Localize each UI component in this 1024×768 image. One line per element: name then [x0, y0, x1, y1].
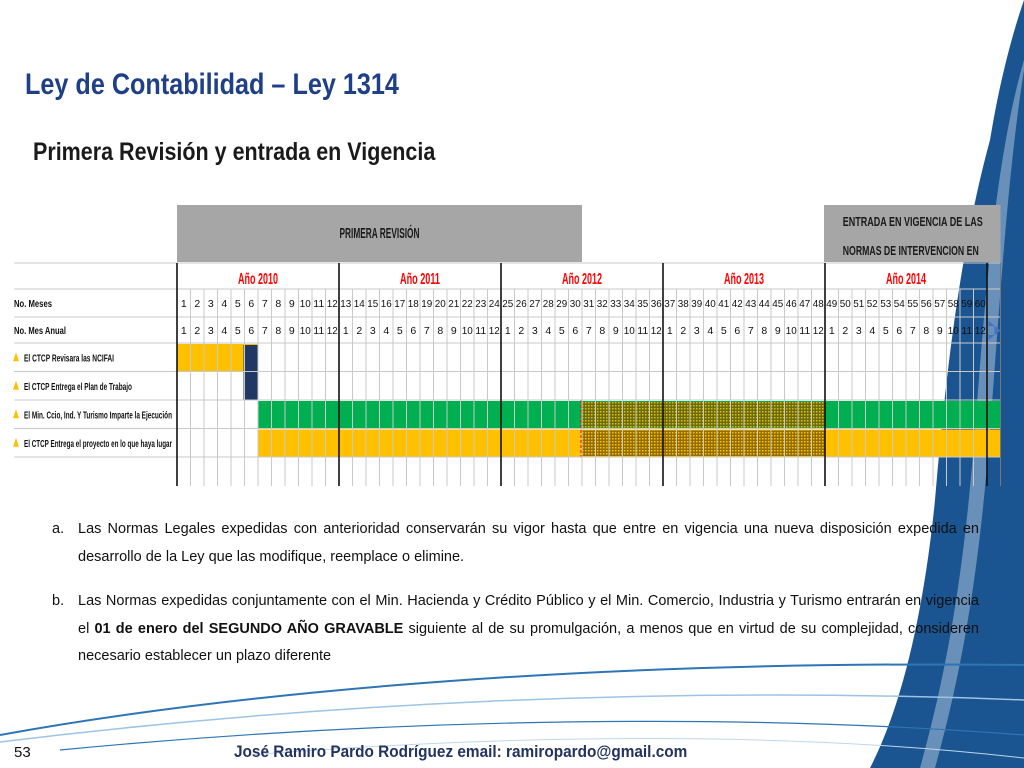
month-annual-number: 10 [785, 325, 797, 337]
month-annual-number: 1 [666, 325, 673, 337]
month-number: 2 [194, 298, 201, 310]
month-annual-number: 9 [612, 325, 619, 337]
month-number: 33 [610, 298, 622, 310]
month-number: 17 [394, 298, 406, 310]
month-number: 42 [731, 298, 743, 310]
row-label-month-year: No. Mes Anual [14, 326, 67, 337]
page-number: 53 [14, 744, 31, 761]
month-annual-number: 10 [461, 325, 473, 337]
task-label: El CTCP Entrega el proyecto en lo que haya lugar [24, 438, 173, 450]
month-annual-number: 10 [947, 325, 959, 337]
month-annual-number: 9 [936, 325, 943, 337]
month-annual-number: 7 [909, 325, 916, 337]
month-number: 56 [920, 298, 932, 310]
month-number: 35 [637, 298, 649, 310]
month-number: 28 [542, 298, 554, 310]
month-number: 8 [275, 298, 282, 310]
task-label: El CTCP Entrega el Plan de Trabajo [24, 381, 132, 393]
month-annual-number: 6 [896, 325, 903, 337]
month-annual-number: 9 [774, 325, 781, 337]
month-annual-number: 4 [707, 325, 714, 337]
month-number: 13 [340, 298, 352, 310]
month-annual-number: 1 [180, 325, 187, 337]
month-annual-number: 3 [369, 325, 376, 337]
month-number: 29 [556, 298, 568, 310]
month-annual-number: 11 [313, 325, 325, 337]
month-annual-number: 2 [842, 325, 849, 337]
month-number: 50 [839, 298, 851, 310]
month-annual-number: 6 [734, 325, 741, 337]
month-annual-number: 2 [518, 325, 525, 337]
month-number: 52 [866, 298, 878, 310]
month-annual-number: 12 [326, 325, 338, 337]
month-annual-number: 4 [383, 325, 390, 337]
month-annual-number: 11 [799, 325, 811, 337]
month-number: 58 [947, 298, 959, 310]
month-annual-number: 5 [558, 325, 565, 337]
month-number: 15 [367, 298, 379, 310]
month-number: 45 [772, 298, 784, 310]
month-number: 46 [785, 298, 797, 310]
month-annual-number: 5 [396, 325, 403, 337]
month-number: 18 [407, 298, 419, 310]
month-number: 49 [826, 298, 838, 310]
month-annual-number: 10 [299, 325, 311, 337]
month-annual-number: 4 [221, 325, 228, 337]
month-number: 16 [380, 298, 392, 310]
month-number: 31 [583, 298, 595, 310]
bullet-text-bold: 01 de enero del SEGUNDO AÑO GRAVABLE [94, 620, 404, 637]
task-label: El CTCP Revisara las NCIFAI [24, 353, 115, 365]
bullet-text [78, 588, 979, 671]
month-annual-number: 6 [572, 325, 579, 337]
month-number: 22 [461, 298, 473, 310]
month-number: 27 [529, 298, 541, 310]
month-number: 37 [664, 298, 676, 310]
year-label: Año 2011 [400, 271, 441, 288]
month-annual-number: 5 [720, 325, 727, 337]
bullet-marker: a. [52, 521, 65, 537]
month-annual-number: 11 [961, 325, 973, 337]
year-label: Año 2012 [562, 271, 603, 288]
bullet-list [52, 516, 979, 688]
slide-title: Ley de Contabilidad – Ley 1314 [25, 68, 399, 101]
month-annual-number: 12 [974, 325, 986, 337]
month-number: 14 [353, 298, 365, 310]
month-annual-number: 7 [747, 325, 754, 337]
month-annual-number: 2 [680, 325, 687, 337]
month-number: 38 [677, 298, 689, 310]
month-annual-number: 9 [288, 325, 295, 337]
month-annual-number: 11 [475, 325, 487, 337]
bullet-text-part: Las Normas expedidas conjuntamente con el Min. Hacienda y Crédito Público y el Min. Comercio, Industria y Turismo entrarán en vigencia el [78, 593, 979, 637]
month-annual-number: 7 [261, 325, 268, 337]
timeline-arrow-icon [989, 321, 1001, 340]
month-number: 12 [326, 298, 338, 310]
month-number: 30 [569, 298, 581, 310]
bullet-item-a [52, 516, 979, 571]
month-number: 34 [623, 298, 635, 310]
month-number: 51 [853, 298, 865, 310]
header-entry-line1: ENTRADA EN VIGENCIA DE LAS [842, 214, 983, 229]
month-annual-number: 5 [882, 325, 889, 337]
header-first-review-label: PRIMERA REVISIÓN [339, 225, 484, 242]
month-annual-number: 8 [599, 325, 606, 337]
bullet-marker: b. [52, 593, 65, 609]
task-marker-icon [13, 438, 19, 447]
month-number: 43 [745, 298, 757, 310]
month-number: 57 [934, 298, 946, 310]
task-marker-icon [13, 381, 19, 390]
month-annual-number: 8 [275, 325, 282, 337]
month-annual-number: 1 [342, 325, 349, 337]
month-annual-number: 3 [531, 325, 538, 337]
month-annual-number: 2 [194, 325, 201, 337]
month-number: 55 [907, 298, 919, 310]
month-number: 3 [207, 298, 214, 310]
month-number: 4 [221, 298, 228, 310]
month-number: 5 [234, 298, 241, 310]
month-annual-number: 2 [356, 325, 363, 337]
month-annual-number: 5 [234, 325, 241, 337]
footer-author: José Ramiro Pardo Rodríguez email: ramiropardo@gmail.com [234, 743, 688, 761]
month-number: 24 [488, 298, 500, 310]
year-label: Año 2010 [238, 271, 279, 288]
month-number: 11 [313, 298, 325, 310]
month-number: 10 [299, 298, 311, 310]
month-annual-number: 3 [855, 325, 862, 337]
month-annual-number: 6 [410, 325, 417, 337]
month-annual-number: 9 [450, 325, 457, 337]
month-annual-number: 12 [812, 325, 824, 337]
month-number: 9 [288, 298, 295, 310]
month-number: 20 [434, 298, 446, 310]
month-annual-number: 3 [693, 325, 700, 337]
month-annual-number: 12 [488, 325, 500, 337]
month-number: 60 [974, 298, 986, 310]
month-number: 47 [799, 298, 811, 310]
month-annual-number: 1 [504, 325, 511, 337]
month-number: 36 [650, 298, 662, 310]
year-label: Año 2013 [724, 271, 765, 288]
task-label: El Min. Ccio, Ind. Y Turismo Imparte la Ejecución [24, 410, 172, 422]
month-number: 7 [261, 298, 268, 310]
month-annual-number: 8 [923, 325, 930, 337]
month-annual-number: 8 [761, 325, 768, 337]
row-label-months: No. Meses [14, 299, 53, 310]
month-number: 41 [718, 298, 730, 310]
month-number: 40 [704, 298, 716, 310]
month-number: 44 [758, 298, 770, 310]
month-annual-number: 6 [248, 325, 255, 337]
month-number: 53 [880, 298, 892, 310]
month-number: 39 [691, 298, 703, 310]
bullet-text-part: siguiente al de su promulgación, a menos que en virtud de su complejidad, consideren necesario establecer un plazo diferente [78, 620, 979, 664]
month-annual-number: 3 [207, 325, 214, 337]
month-number: 26 [515, 298, 527, 310]
task-bar [244, 345, 259, 400]
month-number: 25 [502, 298, 514, 310]
slide-subtitle: Primera Revisión y entrada en Vigencia [33, 138, 436, 166]
month-annual-number: 1 [828, 325, 835, 337]
month-number: 59 [961, 298, 973, 310]
month-number: 32 [596, 298, 608, 310]
month-annual-number: 11 [637, 325, 649, 337]
month-number: 23 [475, 298, 487, 310]
month-annual-number: 7 [585, 325, 592, 337]
month-number: 19 [421, 298, 433, 310]
month-number: 6 [248, 298, 255, 310]
month-annual-number: 12 [650, 325, 662, 337]
month-annual-number: 4 [869, 325, 876, 337]
month-annual-number: 10 [623, 325, 635, 337]
month-number: 1 [180, 298, 187, 310]
header-entry-line2: NORMAS DE INTERVENCION EN [842, 243, 979, 258]
task-marker-icon [13, 352, 19, 361]
month-annual-number: 8 [437, 325, 444, 337]
month-annual-number: 7 [423, 325, 430, 337]
month-annual-number: 4 [545, 325, 552, 337]
bullet-text: Las Normas Legales expedidas con anterioridad conservarán su vigor hasta que entre en vigencia una nueva disposición expedida en desarrollo de la Ley que las modifique, reemplace o elimine. [78, 521, 979, 565]
month-number: 54 [893, 298, 905, 310]
month-number: 48 [812, 298, 824, 310]
year-label: Año 2014 [886, 271, 927, 288]
bullet-item-b [52, 588, 979, 671]
month-number: 21 [448, 298, 460, 310]
task-marker-icon [13, 409, 19, 418]
